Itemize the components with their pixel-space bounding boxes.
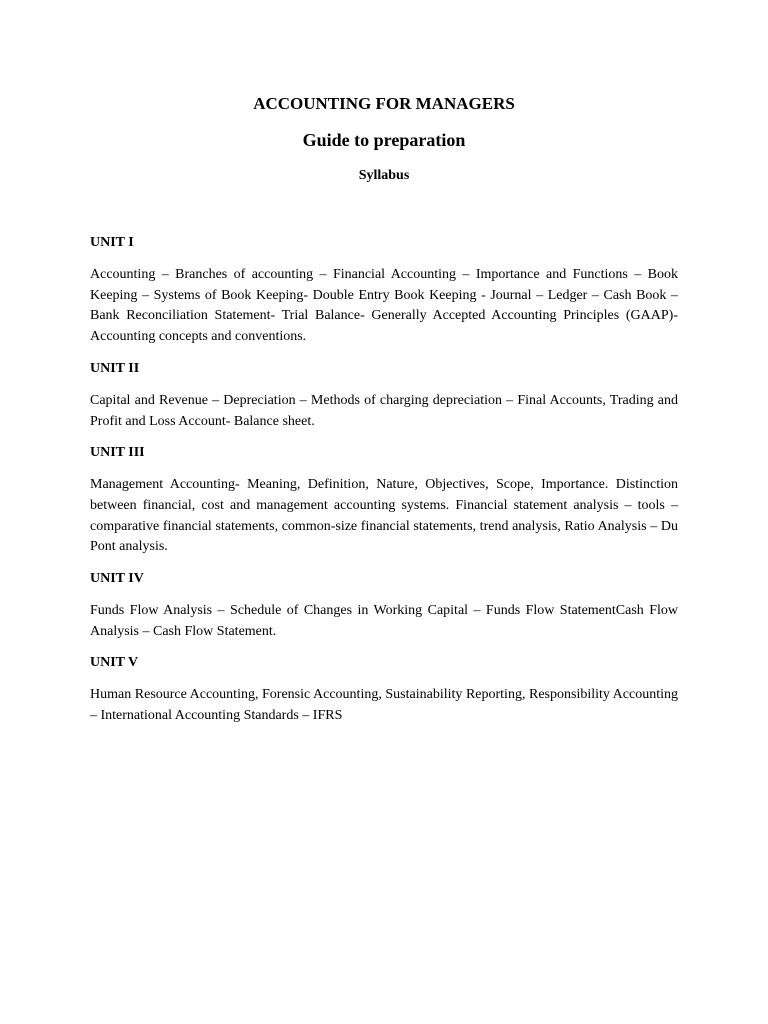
unit-description: Management Accounting- Meaning, Definition, Nature, Objectives, Scope, Importance. Distinction between financial, cost and management accounting systems. Financial statement analysis – tools – comparative financial statements, common-size financial statements, trend analysis, Ratio Analysis – Du Pont analysis.: [90, 477, 678, 555]
unit-description: Accounting – Branches of accounting – Financial Accounting – Importance and Functions – Book Keeping – Systems of Book Keeping- Double Entry Book Keeping - Journal – Ledger – Cash Book – Bank Reconciliation Statement- Trial Balance- Generally Accepted Accounting Principles (GAAP)- Accounting concepts and conventions.: [90, 267, 678, 345]
unit-4-section: [90, 570, 678, 642]
unit-heading: UNIT I: [90, 235, 134, 250]
unit-2-section: [90, 360, 678, 432]
unit-heading: UNIT III: [90, 445, 145, 461]
syllabus-content: [90, 234, 678, 739]
unit-description: Human Resource Accounting, Forensic Accounting, Sustainability Reporting, Responsibility Accounting – International Accounting Standards – IFRS: [90, 687, 678, 724]
document-subtitle: Guide to preparation: [302, 130, 466, 150]
unit-heading: UNIT V: [90, 655, 139, 671]
syllabus-label: Syllabus: [358, 168, 410, 183]
unit-heading: UNIT II: [90, 360, 140, 376]
unit-description: Capital and Revenue – Depreciation – Methods of charging depreciation – Final Accounts, Trading and Profit and Loss Account- Balance sheet.: [90, 392, 678, 429]
unit-description: Funds Flow Analysis – Schedule of Changes in Working Capital – Funds Flow StatementCash Flow Analysis – Cash Flow Statement.: [90, 603, 678, 639]
unit-5-section: [90, 654, 678, 726]
unit-3-section: [90, 444, 678, 558]
document-title: ACCOUNTING FOR MANAGERS: [253, 94, 515, 113]
unit-1-section: [90, 234, 678, 348]
unit-heading: UNIT IV: [90, 571, 144, 587]
